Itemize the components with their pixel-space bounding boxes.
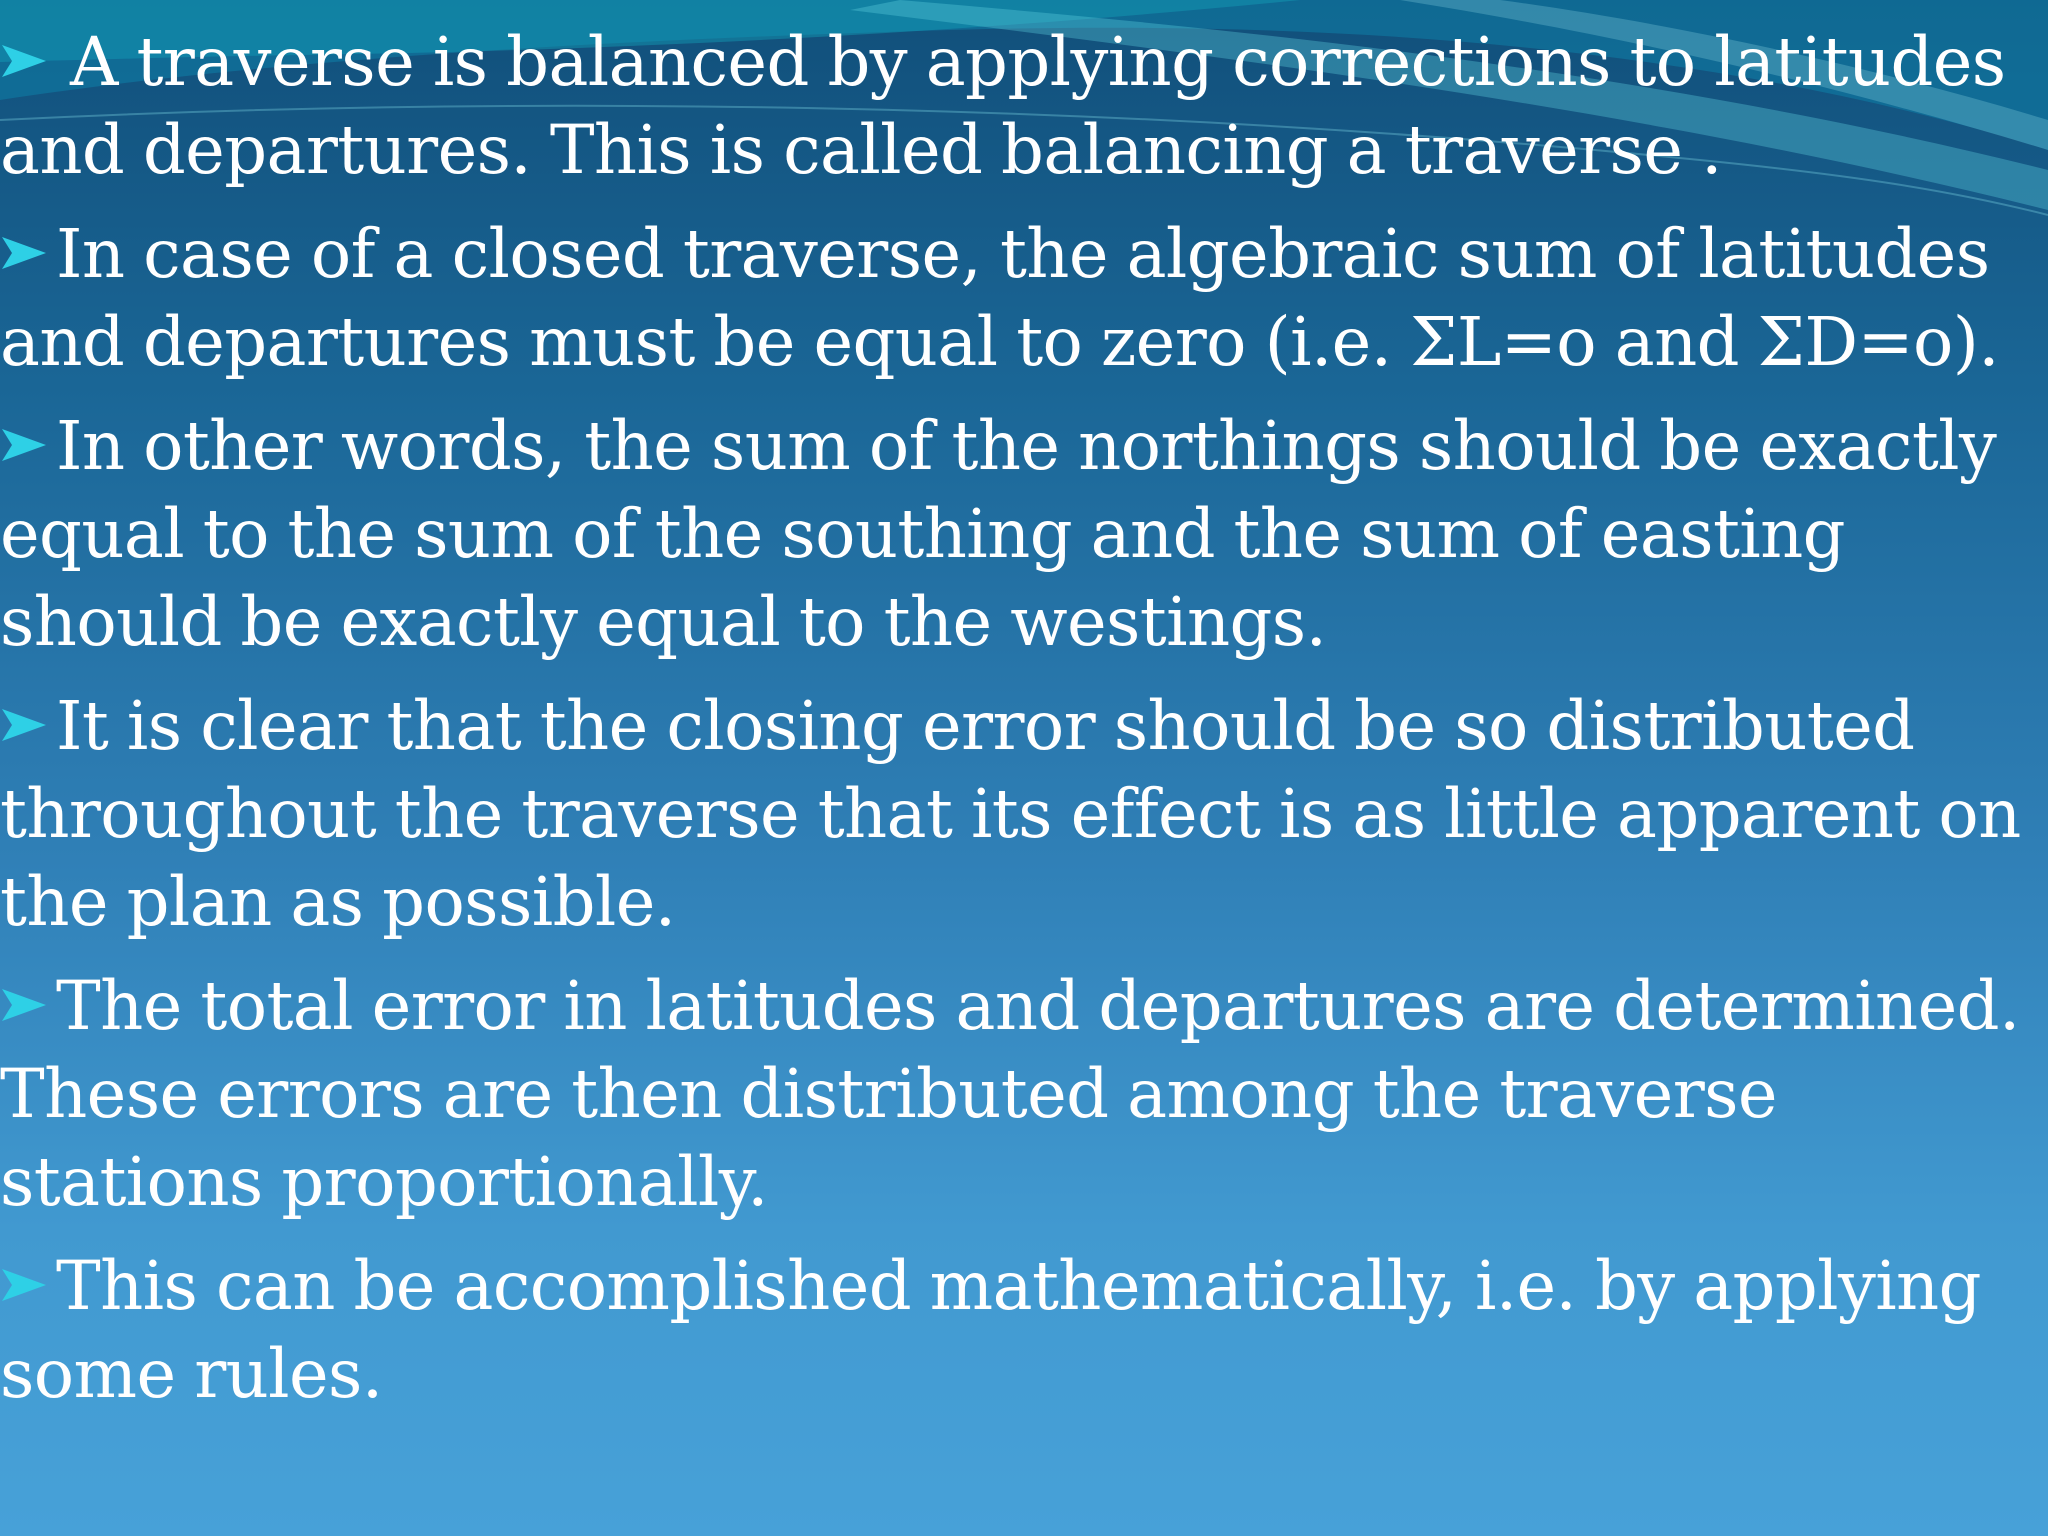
bullet-item	[0, 682, 2046, 946]
arrow-bullet-icon	[0, 985, 50, 1025]
bullet-text: In case of a closed traverse, the algebraic sum of latitudes and departures must be equal to zero (i.e. ΣL=o and ΣD=o).	[0, 215, 2000, 381]
bullet-item	[0, 210, 2046, 386]
bullet-item	[0, 962, 2046, 1226]
arrow-bullet-icon	[0, 705, 50, 745]
bullet-text: It is clear that the closing error should be so distributed throughout the traverse that its effect is as little apparent on the plan as possible.	[0, 687, 2021, 941]
arrow-bullet-icon	[0, 41, 64, 81]
bullet-text: In other words, the sum of the northings should be exactly equal to the sum of the southing and the sum of easting should be exactly equal to the westings.	[0, 407, 1997, 661]
arrow-bullet-icon	[0, 425, 50, 465]
arrow-bullet-icon	[0, 233, 50, 273]
bullet-text: The total error in latitudes and departures are determined. These errors are then distributed among the traverse stations proportionally.	[0, 967, 2020, 1221]
bullet-text: A traverse is balanced by applying corrections to latitudes and departures. This is called balancing a traverse .	[0, 23, 2006, 189]
bullet-item	[0, 18, 2046, 194]
bullet-text: This can be accomplished mathematically, i.e. by applying some rules.	[0, 1247, 1981, 1413]
bullet-item	[0, 402, 2046, 666]
bullet-item	[0, 1242, 2046, 1418]
arrow-bullet-icon	[0, 1265, 50, 1305]
bullet-list	[0, 18, 2046, 1434]
